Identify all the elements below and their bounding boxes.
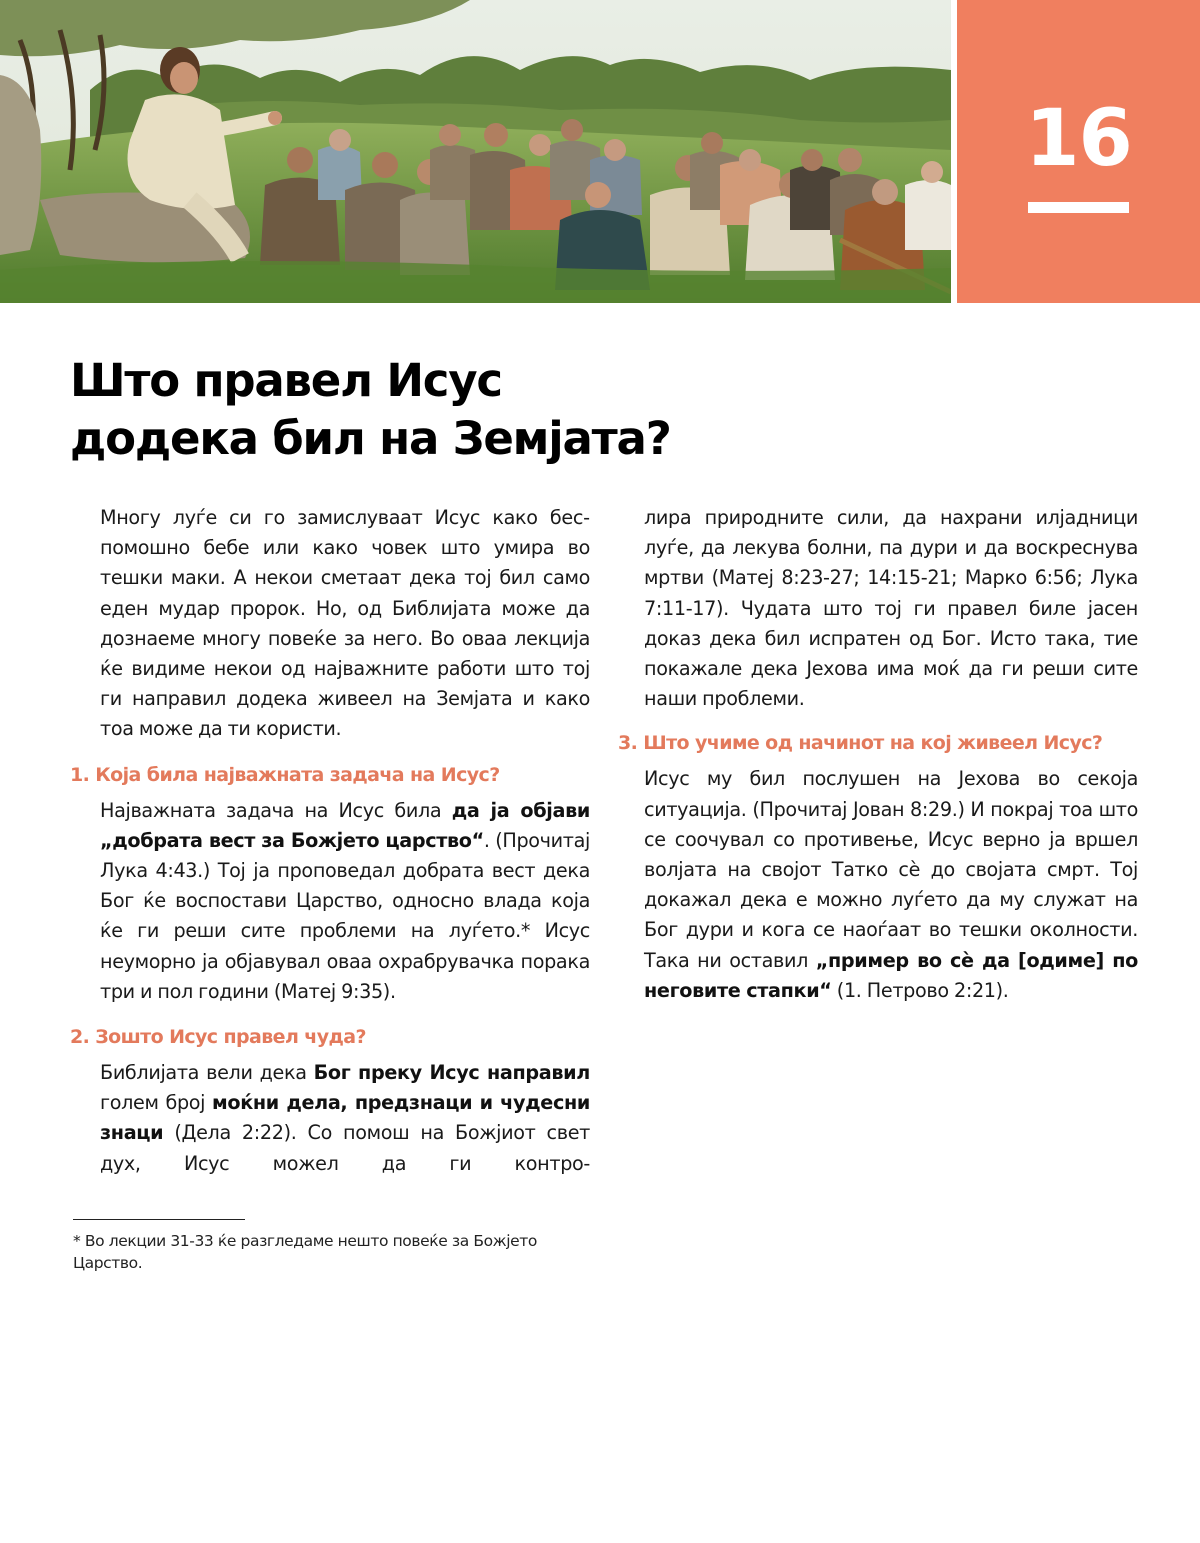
section-1-paragraph <box>100 796 590 1007</box>
text: Најважната задача на Исус била <box>100 798 452 822</box>
section-2-paragraph-continued: лира природните сили, да нахрани илјадници луѓе, да лекува болни, па дури и да воскреснува мртви (Матеј 8:23-27; 14:15-21; Марко 6:56; Лука 7:11-17). Чудата што тој ги правел биле јасен доказ дека бил испратен од Бог. Исто така, тие покажале дека Јехова има моќ да ги реши сите наши проблеми. <box>644 506 1138 711</box>
title-line-1: Што правел Исус <box>70 354 502 407</box>
right-column <box>618 503 1138 1006</box>
text: (1. Петрово 2:21). <box>831 978 1009 1002</box>
text: (Дела 2:22). Со помош на Божјиот свет дух, Исус можел да ги контро- <box>100 1121 590 1175</box>
lesson-number-badge <box>957 0 1200 303</box>
section-2-heading: 2. Зошто Исус правел чуда? <box>70 1026 366 1049</box>
section-1-heading: 1. Која била најважната задача на Исус? <box>70 763 500 786</box>
bold-text: „пример во сѐ да [одиме] по неговите стапки“ <box>644 948 1138 1002</box>
lesson-number-underline <box>1028 202 1129 213</box>
text: Библијата вели дека <box>100 1061 314 1085</box>
left-column <box>70 503 590 1179</box>
footnote: * Во лекции 31-33 ќе разгледаме нешто повеќе за Божјето Царство. <box>73 1232 537 1272</box>
footnote-divider <box>73 1219 245 1220</box>
title-line-2: додека бил на Земјата? <box>70 412 671 465</box>
bold-text: да ја објави „добрата вест за Божјето царство“ <box>100 798 590 852</box>
bold-text: Бог преку Исус направил <box>313 1061 590 1085</box>
text: голем број <box>100 1091 213 1115</box>
bold-text: моќни дела, предзнаци и чудесни знаци <box>100 1091 590 1145</box>
intro-paragraph: Многу луѓе си го замислуваат Исус како беспомошно бебе или како човек што умира во тешки маки. А некои сметаат дека тој бил само еден мудар пророк. Но, од Библијата може да дознаеме многу повеќе за него. Во оваа лекција ќе видиме некои од најважните работи што тој ги направил додека живеел на Земјата и како тоа може да ти користи. <box>100 506 590 741</box>
page-title <box>70 352 671 468</box>
text: . (Прочитај Лука 4:43.) Тој ја проповедал добрата вест дека Бог ќе воспостави Царство, односно влада која ќе ги реши сите проблеми на луѓето.* Исус неуморно ја објавувал оваа охрабрувачка порака три и пол години (Матеј 9:35). <box>100 828 590 1003</box>
hero-illustration <box>0 0 951 303</box>
text: Исус му бил послушен на Јехова во секоја ситуација. (Прочитај Јован 8:29.) И покрај тоа што се соочувал со противење, Исус верно ја вршел волјата на својот Татко сѐ до својата смрт. Тој докажал дека е можно луѓето да му служат на Бог дури и кога се наоѓаат во тешки околности. Така ни оставил <box>644 767 1138 972</box>
section-3-paragraph <box>644 764 1138 1006</box>
hero-image <box>0 0 951 303</box>
lesson-number: 16 <box>1025 94 1132 184</box>
section-3-heading: 3. Што учиме од начинот на кој живеел Исус? <box>618 732 1103 755</box>
section-2-paragraph <box>100 1058 590 1179</box>
